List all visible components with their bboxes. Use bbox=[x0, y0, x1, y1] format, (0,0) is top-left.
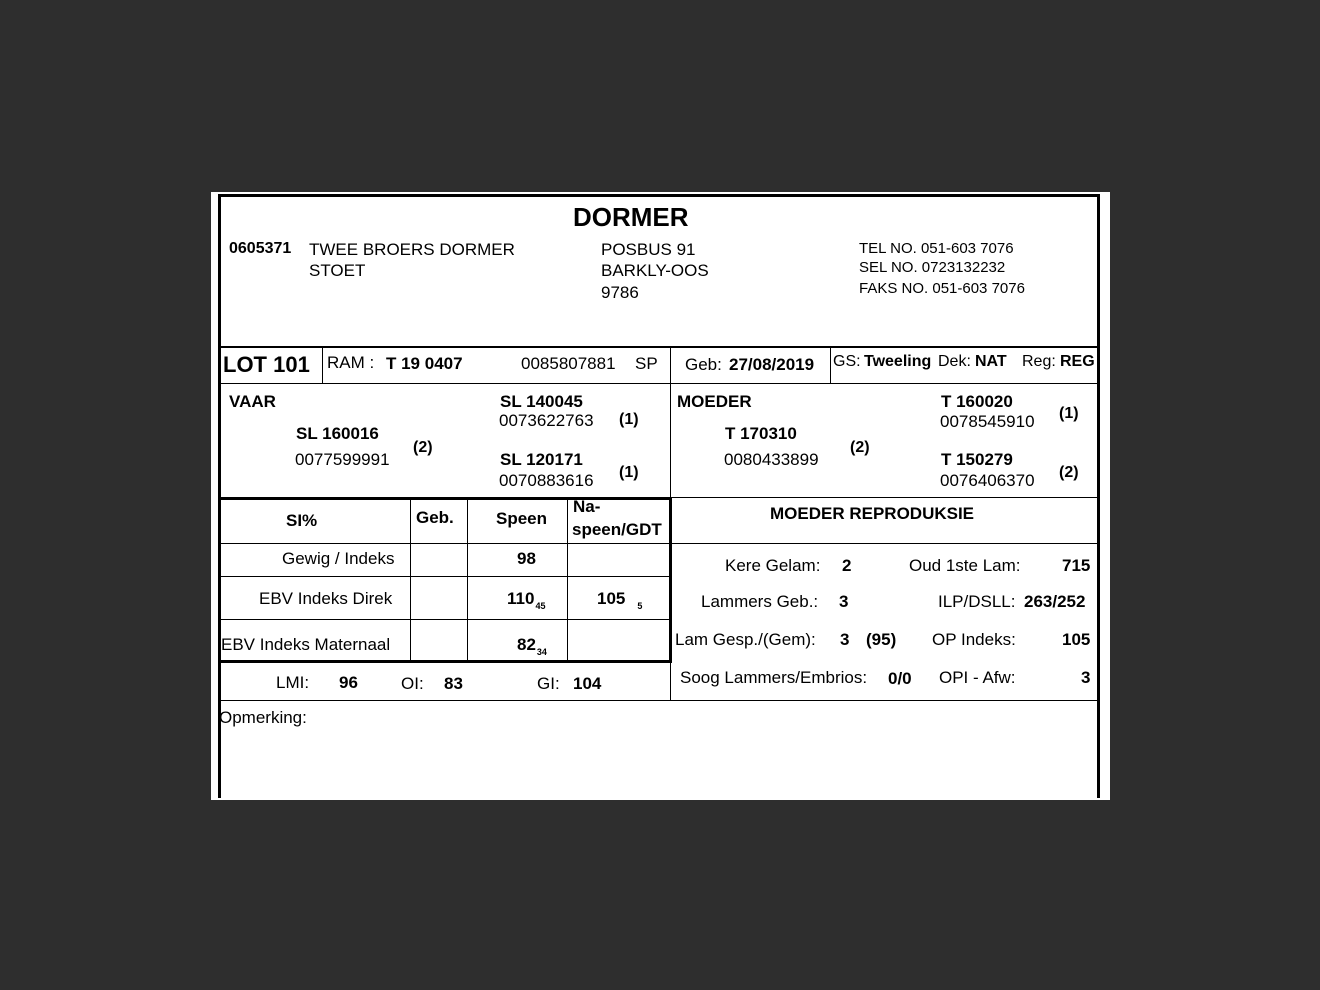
lot-number: LOT 101 bbox=[223, 352, 310, 377]
breeder-name-line2: STOET bbox=[309, 261, 366, 280]
divider bbox=[670, 347, 671, 383]
birth-date-label: Geb: bbox=[685, 355, 722, 374]
sire-dam-id: SL 120171 bbox=[500, 450, 583, 469]
divider bbox=[670, 497, 1098, 498]
lammers-value: 3 bbox=[839, 592, 849, 611]
kere-value: 2 bbox=[842, 556, 852, 575]
soog-label: Soog Lammers/Embrios: bbox=[680, 668, 868, 687]
op-label: OP Indeks: bbox=[932, 630, 1016, 649]
sire-mark: (2) bbox=[413, 439, 433, 456]
address-line1: POSBUS 91 bbox=[601, 240, 696, 259]
geb-header: Geb. bbox=[416, 508, 454, 527]
lot-catalogue-card bbox=[211, 192, 1110, 800]
row-label-ebv-direk: EBV Indeks Direk bbox=[259, 589, 393, 608]
oud-value: 715 bbox=[1062, 556, 1091, 575]
oud-label: Oud 1ste Lam: bbox=[909, 556, 1021, 575]
reg-label: Reg: bbox=[1022, 353, 1056, 370]
contact-sel: SEL NO. 0723132232 bbox=[859, 259, 1006, 276]
sire-section-label: VAAR bbox=[229, 392, 276, 411]
row-label-ebv-maternaal: EBV Indeks Maternaal bbox=[221, 635, 391, 654]
lmi-label: LMI: bbox=[276, 673, 310, 692]
gi-value: 104 bbox=[573, 674, 602, 693]
dam-number: 0080433899 bbox=[724, 450, 819, 469]
divider bbox=[670, 543, 1098, 544]
oi-label: OI: bbox=[401, 674, 424, 693]
sire-sire-mark: (1) bbox=[619, 411, 639, 428]
divider bbox=[467, 499, 468, 661]
contact-tel: TEL NO. 051-603 7076 bbox=[859, 240, 1014, 257]
ilp-label: ILP/DSLL: bbox=[938, 592, 1016, 611]
ebv-direk-speen: $110_{45}$ bbox=[507, 589, 546, 611]
ram-id: T 19 0407 bbox=[386, 354, 463, 373]
op-value: 105 bbox=[1062, 630, 1091, 649]
si-header: SI% bbox=[286, 511, 318, 530]
address-line2: BARKLY-OOS bbox=[601, 261, 709, 280]
divider bbox=[219, 619, 670, 620]
divider bbox=[219, 576, 670, 577]
divider bbox=[219, 383, 1098, 384]
remarks-label: Opmerking: bbox=[219, 708, 307, 727]
gewig-speen: 98 bbox=[517, 549, 536, 568]
dam-dam-number: 0076406370 bbox=[940, 471, 1035, 490]
reg-value: REG bbox=[1060, 353, 1095, 370]
ebv-maternaal-speen: $82_{34}$ bbox=[517, 635, 547, 657]
address-postcode: 9786 bbox=[601, 283, 639, 302]
reproduction-title: MOEDER REPRODUKSIE bbox=[770, 504, 975, 523]
divider bbox=[670, 384, 671, 500]
birth-date: 27/08/2019 bbox=[729, 355, 815, 374]
breeder-name: TWEE BROERS DORMER bbox=[309, 240, 515, 259]
dam-dam-mark: (2) bbox=[1059, 464, 1079, 481]
lamgesp-label: Lam Gesp./(Gem): bbox=[675, 630, 816, 649]
sire-dam-mark: (1) bbox=[619, 464, 639, 481]
dek-label: Dek: bbox=[938, 353, 971, 370]
divider bbox=[219, 700, 1098, 701]
sire-dam-number: 0070883616 bbox=[499, 471, 594, 490]
divider bbox=[410, 499, 411, 661]
lamgesp-value: 3 bbox=[840, 630, 850, 649]
row-label-gewig: Gewig / Indeks bbox=[282, 549, 395, 568]
dek-value: NAT bbox=[975, 353, 1007, 370]
lmi-value: 96 bbox=[339, 673, 358, 692]
gs-label: GS: bbox=[833, 353, 861, 370]
dam-id: T 170310 bbox=[725, 424, 797, 443]
breed-title: DORMER bbox=[573, 202, 689, 232]
divider bbox=[219, 543, 670, 544]
sire-number: 0077599991 bbox=[295, 450, 390, 469]
lammers-label: Lammers Geb.: bbox=[701, 592, 819, 611]
registration-number: 0085807881 bbox=[521, 354, 616, 373]
contact-faks: FAKS NO. 051-603 7076 bbox=[859, 280, 1025, 297]
speen-header: Speen bbox=[496, 509, 548, 528]
dam-sire-mark: (1) bbox=[1059, 405, 1079, 422]
sire-sire-number: 0073622763 bbox=[499, 411, 594, 430]
breeder-code: 0605371 bbox=[229, 240, 292, 257]
dam-sire-number: 0078545910 bbox=[940, 412, 1035, 431]
divider bbox=[670, 661, 671, 701]
opi-label: OPI - Afw: bbox=[939, 668, 1016, 687]
sire-id: SL 160016 bbox=[296, 424, 379, 443]
dam-dam-id: T 150279 bbox=[941, 450, 1013, 469]
ebv-direk-naspeen: 105 $_5$ bbox=[597, 589, 643, 611]
soog-value: 0/0 bbox=[888, 669, 912, 688]
divider bbox=[219, 346, 1098, 348]
divider bbox=[830, 347, 831, 383]
naspeen-header-line2: speen/GDT bbox=[572, 520, 662, 539]
divider bbox=[322, 347, 323, 383]
oi-value: 83 bbox=[444, 674, 463, 693]
gi-label: GI: bbox=[537, 674, 560, 693]
ilp-value: 263/252 bbox=[1024, 592, 1086, 611]
ram-label: RAM : bbox=[327, 353, 375, 372]
lamgesp-gem: (95) bbox=[866, 630, 897, 649]
sire-sire-id: SL 140045 bbox=[500, 392, 583, 411]
dam-mark: (2) bbox=[850, 439, 870, 456]
dam-sire-id: T 160020 bbox=[941, 392, 1013, 411]
divider bbox=[567, 499, 568, 661]
opi-value: 3 bbox=[1081, 668, 1091, 687]
sp-marker: SP bbox=[635, 354, 658, 373]
naspeen-header: Na- bbox=[573, 497, 601, 516]
kere-label: Kere Gelam: bbox=[725, 556, 821, 575]
gs-value: Tweeling bbox=[864, 353, 932, 370]
dam-section-label: MOEDER bbox=[677, 392, 752, 411]
